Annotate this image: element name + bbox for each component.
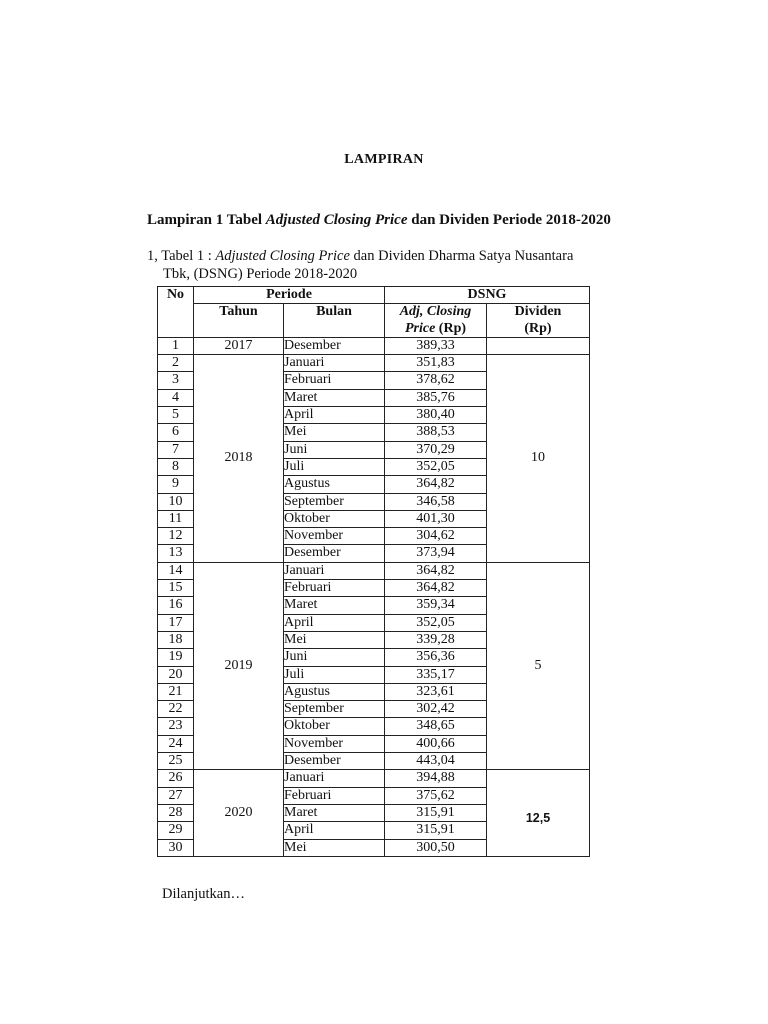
cell-bulan: April bbox=[284, 407, 385, 424]
header-no: No bbox=[158, 287, 194, 338]
price-value: 339,28 bbox=[416, 631, 455, 647]
cell-bulan: Maret bbox=[284, 389, 385, 406]
price-value: 375,62 bbox=[416, 787, 455, 803]
cell-no: 17 bbox=[158, 614, 194, 631]
price-value: 400,66 bbox=[416, 735, 455, 751]
price-value: 364,82 bbox=[416, 580, 455, 596]
header-periode: Periode bbox=[194, 287, 385, 304]
header-tahun: Tahun bbox=[194, 304, 284, 338]
cell-bulan: Juni bbox=[284, 441, 385, 458]
cell-bulan: Februari bbox=[284, 787, 385, 804]
table-row bbox=[158, 337, 590, 354]
cell-no: 13 bbox=[158, 545, 194, 562]
price-value: 302,42 bbox=[416, 701, 455, 717]
cell-price bbox=[385, 804, 487, 821]
cell-no: 2 bbox=[158, 355, 194, 372]
cell-price bbox=[385, 407, 487, 424]
price-value: 385,76 bbox=[416, 389, 455, 405]
cell-bulan: Februari bbox=[284, 580, 385, 597]
cell-bulan: Desember bbox=[284, 337, 385, 354]
header-price-line1: Adj, Closing bbox=[399, 304, 472, 320]
cell-no: 26 bbox=[158, 770, 194, 787]
dividen-value: 5 bbox=[534, 657, 542, 673]
table-header bbox=[158, 287, 590, 338]
cell-no: 19 bbox=[158, 649, 194, 666]
cell-price bbox=[385, 614, 487, 631]
cell-dividen bbox=[487, 355, 590, 563]
cell-bulan: Desember bbox=[284, 753, 385, 770]
cell-no: 1 bbox=[158, 337, 194, 354]
table-caption-line2: Tbk, (DSNG) Periode 2018-2020 bbox=[163, 266, 358, 282]
header-dividen-line2: (Rp) bbox=[524, 320, 552, 336]
continued-note: Dilanjutkan… bbox=[162, 886, 245, 902]
cell-price bbox=[385, 597, 487, 614]
cell-bulan: Maret bbox=[284, 804, 385, 821]
appendix-heading-prefix: Lampiran 1 Tabel bbox=[147, 212, 266, 228]
cell-price bbox=[385, 545, 487, 562]
price-value: 356,36 bbox=[416, 649, 455, 665]
caption-italic: Adjusted Closing Price bbox=[215, 248, 350, 264]
cell-price bbox=[385, 441, 487, 458]
cell-no: 9 bbox=[158, 476, 194, 493]
cell-price bbox=[385, 701, 487, 718]
cell-bulan: Oktober bbox=[284, 510, 385, 527]
header-adj-closing-price bbox=[385, 304, 487, 338]
header-price-line2-rest: (Rp) bbox=[435, 320, 467, 336]
table-row bbox=[158, 562, 590, 579]
cell-no: 8 bbox=[158, 458, 194, 475]
price-value: 394,88 bbox=[416, 770, 455, 786]
cell-no: 14 bbox=[158, 562, 194, 579]
cell-price bbox=[385, 839, 487, 856]
price-value: 315,91 bbox=[416, 822, 455, 838]
header-dividen-line1: Dividen bbox=[514, 304, 562, 320]
price-value: 364,82 bbox=[416, 562, 455, 578]
cell-bulan: September bbox=[284, 493, 385, 510]
cell-bulan: Maret bbox=[284, 597, 385, 614]
cell-no: 16 bbox=[158, 597, 194, 614]
cell-price bbox=[385, 631, 487, 648]
cell-dividen bbox=[487, 337, 590, 354]
cell-price bbox=[385, 389, 487, 406]
table-caption-line1 bbox=[147, 248, 573, 265]
cell-bulan: April bbox=[284, 822, 385, 839]
price-value: 352,05 bbox=[416, 614, 455, 630]
cell-bulan: April bbox=[284, 614, 385, 631]
table-row bbox=[158, 355, 590, 372]
cell-bulan: Agustus bbox=[284, 683, 385, 700]
price-value: 315,91 bbox=[416, 804, 455, 820]
cell-price bbox=[385, 580, 487, 597]
cell-price bbox=[385, 649, 487, 666]
price-value: 351,83 bbox=[416, 355, 455, 371]
cell-no: 18 bbox=[158, 631, 194, 648]
price-value: 373,94 bbox=[416, 545, 455, 561]
appendix-heading-italic: Adjusted Closing Price bbox=[265, 212, 408, 228]
cell-bulan: Juli bbox=[284, 458, 385, 475]
cell-price bbox=[385, 493, 487, 510]
cell-bulan: November bbox=[284, 735, 385, 752]
caption-suffix: dan Dividen Dharma Satya Nusantara bbox=[349, 248, 574, 264]
appendix-heading-suffix: dan Dividen Periode 2018-2020 bbox=[407, 212, 611, 228]
price-value: 323,61 bbox=[416, 683, 455, 699]
cell-no: 10 bbox=[158, 493, 194, 510]
cell-bulan: Juni bbox=[284, 649, 385, 666]
cell-tahun: 2017 bbox=[194, 337, 284, 354]
price-value: 401,30 bbox=[416, 510, 455, 526]
caption-prefix: 1, Tabel 1 : bbox=[147, 248, 216, 264]
cell-price bbox=[385, 372, 487, 389]
header-price-line2-italic: Price bbox=[404, 320, 436, 336]
cell-tahun: 2019 bbox=[194, 562, 284, 770]
price-value: 388,53 bbox=[416, 424, 455, 440]
price-value: 348,65 bbox=[416, 718, 455, 734]
cell-no: 24 bbox=[158, 735, 194, 752]
cell-price bbox=[385, 476, 487, 493]
cell-bulan: Desember bbox=[284, 545, 385, 562]
cell-no: 12 bbox=[158, 528, 194, 545]
cell-bulan: Februari bbox=[284, 372, 385, 389]
cell-price bbox=[385, 787, 487, 804]
table-row bbox=[158, 770, 590, 787]
cell-bulan: Januari bbox=[284, 562, 385, 579]
cell-bulan: Mei bbox=[284, 631, 385, 648]
header-dividen bbox=[487, 304, 590, 338]
cell-price bbox=[385, 770, 487, 787]
price-value: 304,62 bbox=[416, 528, 455, 544]
price-value: 335,17 bbox=[416, 666, 455, 682]
cell-price bbox=[385, 822, 487, 839]
cell-no: 21 bbox=[158, 683, 194, 700]
price-value: 364,82 bbox=[416, 476, 455, 492]
dividen-value: 10 bbox=[531, 450, 545, 466]
page-title: LAMPIRAN bbox=[344, 152, 424, 167]
cell-bulan: Mei bbox=[284, 424, 385, 441]
cell-bulan: Mei bbox=[284, 839, 385, 856]
cell-bulan: November bbox=[284, 528, 385, 545]
cell-bulan: Agustus bbox=[284, 476, 385, 493]
cell-bulan: Januari bbox=[284, 770, 385, 787]
cell-price bbox=[385, 683, 487, 700]
appendix-heading bbox=[147, 212, 611, 229]
cell-price bbox=[385, 718, 487, 735]
price-value: 378,62 bbox=[416, 372, 455, 388]
cell-bulan: September bbox=[284, 701, 385, 718]
cell-bulan: Juli bbox=[284, 666, 385, 683]
price-value: 346,58 bbox=[416, 493, 455, 509]
price-value: 380,40 bbox=[416, 407, 455, 423]
dividen-value: 12,5 bbox=[525, 811, 551, 826]
price-value: 389,33 bbox=[416, 337, 455, 353]
table-body bbox=[158, 337, 590, 856]
cell-price bbox=[385, 528, 487, 545]
price-value: 443,04 bbox=[416, 753, 455, 769]
price-dividend-table bbox=[157, 286, 590, 857]
price-value: 359,34 bbox=[416, 597, 455, 613]
cell-no: 27 bbox=[158, 787, 194, 804]
cell-price bbox=[385, 355, 487, 372]
cell-no: 22 bbox=[158, 701, 194, 718]
cell-price bbox=[385, 424, 487, 441]
cell-no: 11 bbox=[158, 510, 194, 527]
price-value: 352,05 bbox=[416, 458, 455, 474]
cell-price bbox=[385, 458, 487, 475]
cell-price bbox=[385, 510, 487, 527]
cell-price bbox=[385, 753, 487, 770]
cell-tahun: 2018 bbox=[194, 355, 284, 563]
cell-no: 4 bbox=[158, 389, 194, 406]
cell-price bbox=[385, 562, 487, 579]
cell-no: 20 bbox=[158, 666, 194, 683]
cell-dividen bbox=[487, 770, 590, 856]
cell-no: 30 bbox=[158, 839, 194, 856]
cell-price bbox=[385, 735, 487, 752]
cell-bulan: Oktober bbox=[284, 718, 385, 735]
cell-no: 3 bbox=[158, 372, 194, 389]
price-value: 370,29 bbox=[416, 441, 455, 457]
cell-no: 29 bbox=[158, 822, 194, 839]
header-dsng: DSNG bbox=[385, 287, 590, 304]
cell-no: 25 bbox=[158, 753, 194, 770]
cell-no: 7 bbox=[158, 441, 194, 458]
cell-tahun: 2020 bbox=[194, 770, 284, 856]
cell-dividen bbox=[487, 562, 590, 770]
cell-price bbox=[385, 666, 487, 683]
cell-price bbox=[385, 337, 487, 354]
cell-no: 28 bbox=[158, 804, 194, 821]
cell-bulan: Januari bbox=[284, 355, 385, 372]
cell-no: 15 bbox=[158, 580, 194, 597]
price-value: 300,50 bbox=[416, 839, 455, 855]
cell-no: 6 bbox=[158, 424, 194, 441]
cell-no: 5 bbox=[158, 407, 194, 424]
cell-no: 23 bbox=[158, 718, 194, 735]
header-bulan: Bulan bbox=[284, 304, 385, 338]
